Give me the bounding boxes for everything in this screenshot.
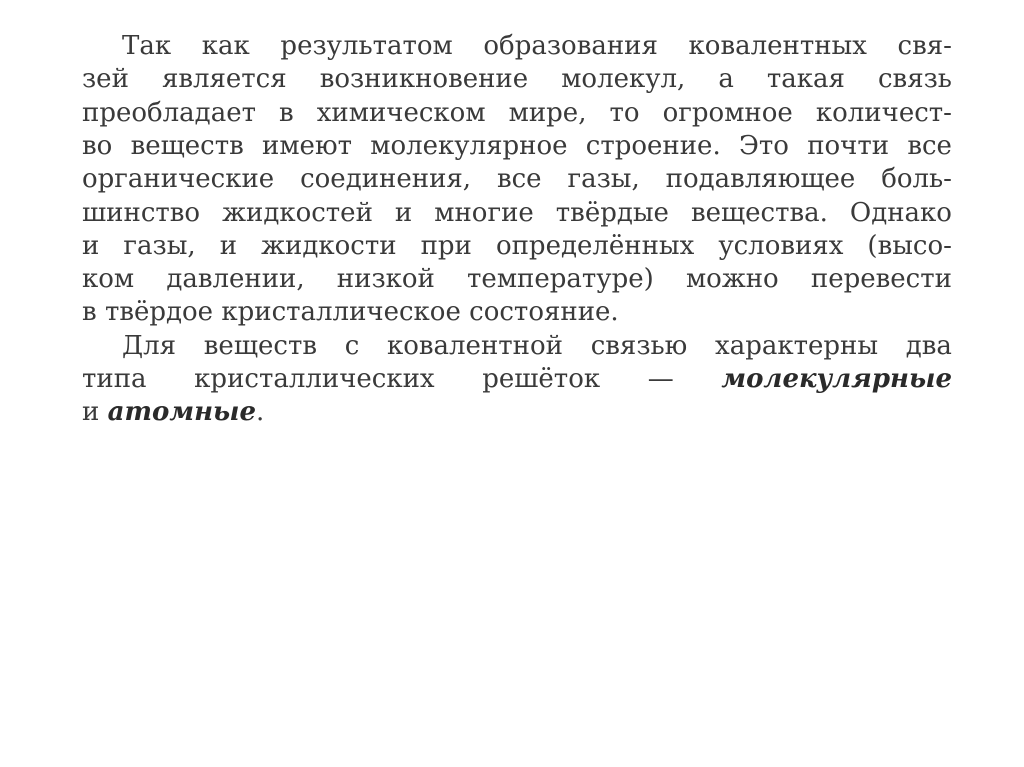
word: и (219, 230, 238, 261)
word: кристаллическое (221, 297, 461, 328)
text-line (82, 97, 952, 129)
word: связь (878, 64, 952, 95)
word: многие (434, 197, 534, 228)
word: твёрдое (104, 297, 214, 328)
word: молекулярное (370, 130, 568, 161)
word: соединения, (300, 164, 472, 195)
word: огромное (662, 97, 793, 128)
word: результатом (280, 31, 453, 61)
word: количест- (815, 97, 952, 128)
word: зей (82, 64, 129, 95)
text-line (82, 263, 952, 295)
word: решёток (482, 364, 601, 394)
word: является (161, 64, 287, 95)
word: перевести (810, 264, 952, 295)
word: все (496, 164, 542, 195)
word: веществ (130, 130, 244, 161)
word: твёрдые (555, 197, 669, 228)
word: условиях (718, 230, 844, 261)
word: при (420, 230, 472, 261)
word: газы, (567, 164, 640, 195)
word: состояние. (469, 297, 619, 328)
word: газы, (123, 230, 196, 261)
text-line (122, 30, 952, 62)
word: во (82, 130, 113, 161)
word: можно (685, 264, 779, 295)
text-line (82, 63, 952, 95)
word: а (718, 64, 734, 95)
word: жидкости (261, 230, 397, 261)
word: ком (82, 264, 135, 295)
word: мире, (508, 97, 587, 128)
word: Так (122, 31, 172, 61)
word: и (82, 397, 100, 428)
word: веществ (203, 330, 317, 361)
word: с (344, 330, 360, 361)
word-emphasized (721, 363, 952, 395)
word: ковалентной (387, 330, 563, 361)
word: низкой (336, 264, 435, 295)
text-line (82, 197, 952, 229)
text-line (82, 163, 952, 195)
word-emphasized: атомные. (107, 397, 265, 428)
word: жидкостей (222, 197, 373, 228)
text-line (82, 396, 952, 428)
word: боль- (881, 164, 952, 195)
word: свя- (897, 31, 952, 61)
text-line (82, 296, 952, 328)
word: и (82, 230, 100, 261)
word: химическом (316, 97, 486, 128)
word: вещества. (690, 197, 828, 228)
word: все (907, 130, 952, 161)
word: образования (483, 31, 658, 61)
word: то (609, 97, 640, 128)
word: Для (122, 330, 177, 361)
word: два (905, 330, 952, 361)
word: — (647, 364, 674, 394)
word: строение. (585, 130, 721, 161)
word: (высо- (867, 230, 952, 261)
word: в (279, 97, 294, 128)
word: имеют (262, 130, 352, 161)
word: кристаллических (194, 364, 435, 394)
text-line (122, 330, 952, 362)
word: связью (590, 330, 688, 361)
word: такая (766, 64, 845, 95)
word: как (201, 31, 250, 61)
emphasized-term: атомные (107, 397, 257, 428)
word: молекул, (561, 64, 686, 95)
word: ковалентных (688, 31, 867, 61)
word: преобладает (82, 97, 256, 128)
word: в (82, 297, 97, 328)
word: Однако (849, 197, 952, 228)
text-line (82, 130, 952, 162)
word: Это (738, 130, 789, 161)
word: и (394, 197, 413, 228)
word: шинство (82, 197, 201, 228)
word: температуре) (467, 264, 654, 295)
word: почти (807, 130, 890, 161)
emphasized-term: молекулярные (721, 364, 952, 394)
text-line (82, 230, 952, 262)
word: определённых (495, 230, 695, 261)
word: возникновение (319, 64, 529, 95)
word: подавляющее (665, 164, 856, 195)
word: давлении, (166, 264, 305, 295)
word: типа (82, 364, 147, 394)
text-line (82, 363, 952, 395)
word: органические (82, 164, 275, 195)
word: характерны (715, 330, 879, 361)
